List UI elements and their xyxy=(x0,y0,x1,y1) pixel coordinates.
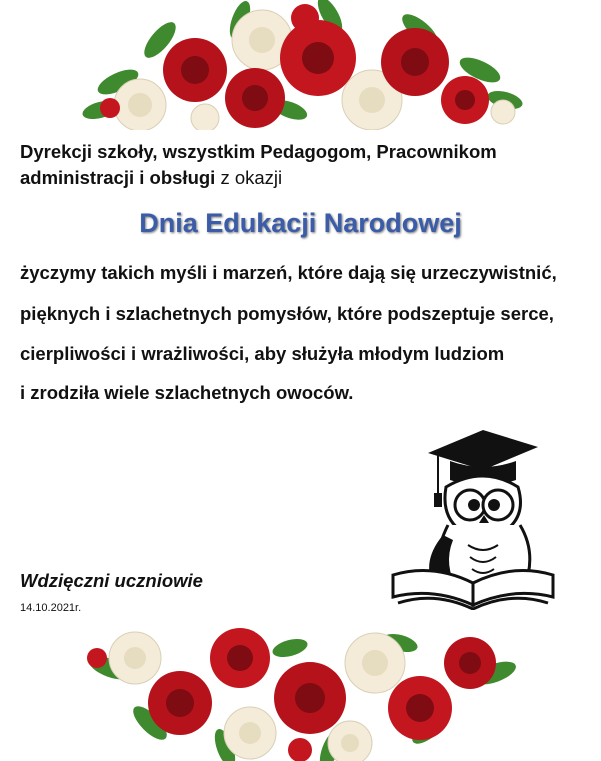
greeting-recipients: Dyrekcji szkoły, wszystkim Pedagogom, Pracownikom xyxy=(20,141,497,162)
page-title: Dnia Edukacji Narodowej xyxy=(139,208,462,238)
rose-garland-top xyxy=(0,0,601,130)
signature: Wdzięczni uczniowie xyxy=(20,570,203,591)
greeting-recipients-continued: administracji i obsługi xyxy=(20,167,216,188)
greeting-line-1 xyxy=(20,139,497,165)
date: 14.10.2021r. xyxy=(20,602,82,614)
wish-line-4: i zrodziła wiele szlachetnych owoców. xyxy=(20,382,354,403)
wish-line-2: pięknych i szlachetnych pomysłów, które podszeptuje serce, xyxy=(20,303,554,324)
greeting-occasion: z okazji xyxy=(215,167,283,188)
wish-line-3: cierpliwości i wrażliwości, aby służyła młodym ludziom xyxy=(20,343,505,364)
wish-line-1: życzymy takich myśli i marzeń, które dają się urzeczywistnić, xyxy=(20,262,557,283)
rose-garland-bottom xyxy=(0,628,601,761)
owl-with-graduation-cap-icon xyxy=(388,425,558,610)
greeting-line-2 xyxy=(20,165,282,191)
